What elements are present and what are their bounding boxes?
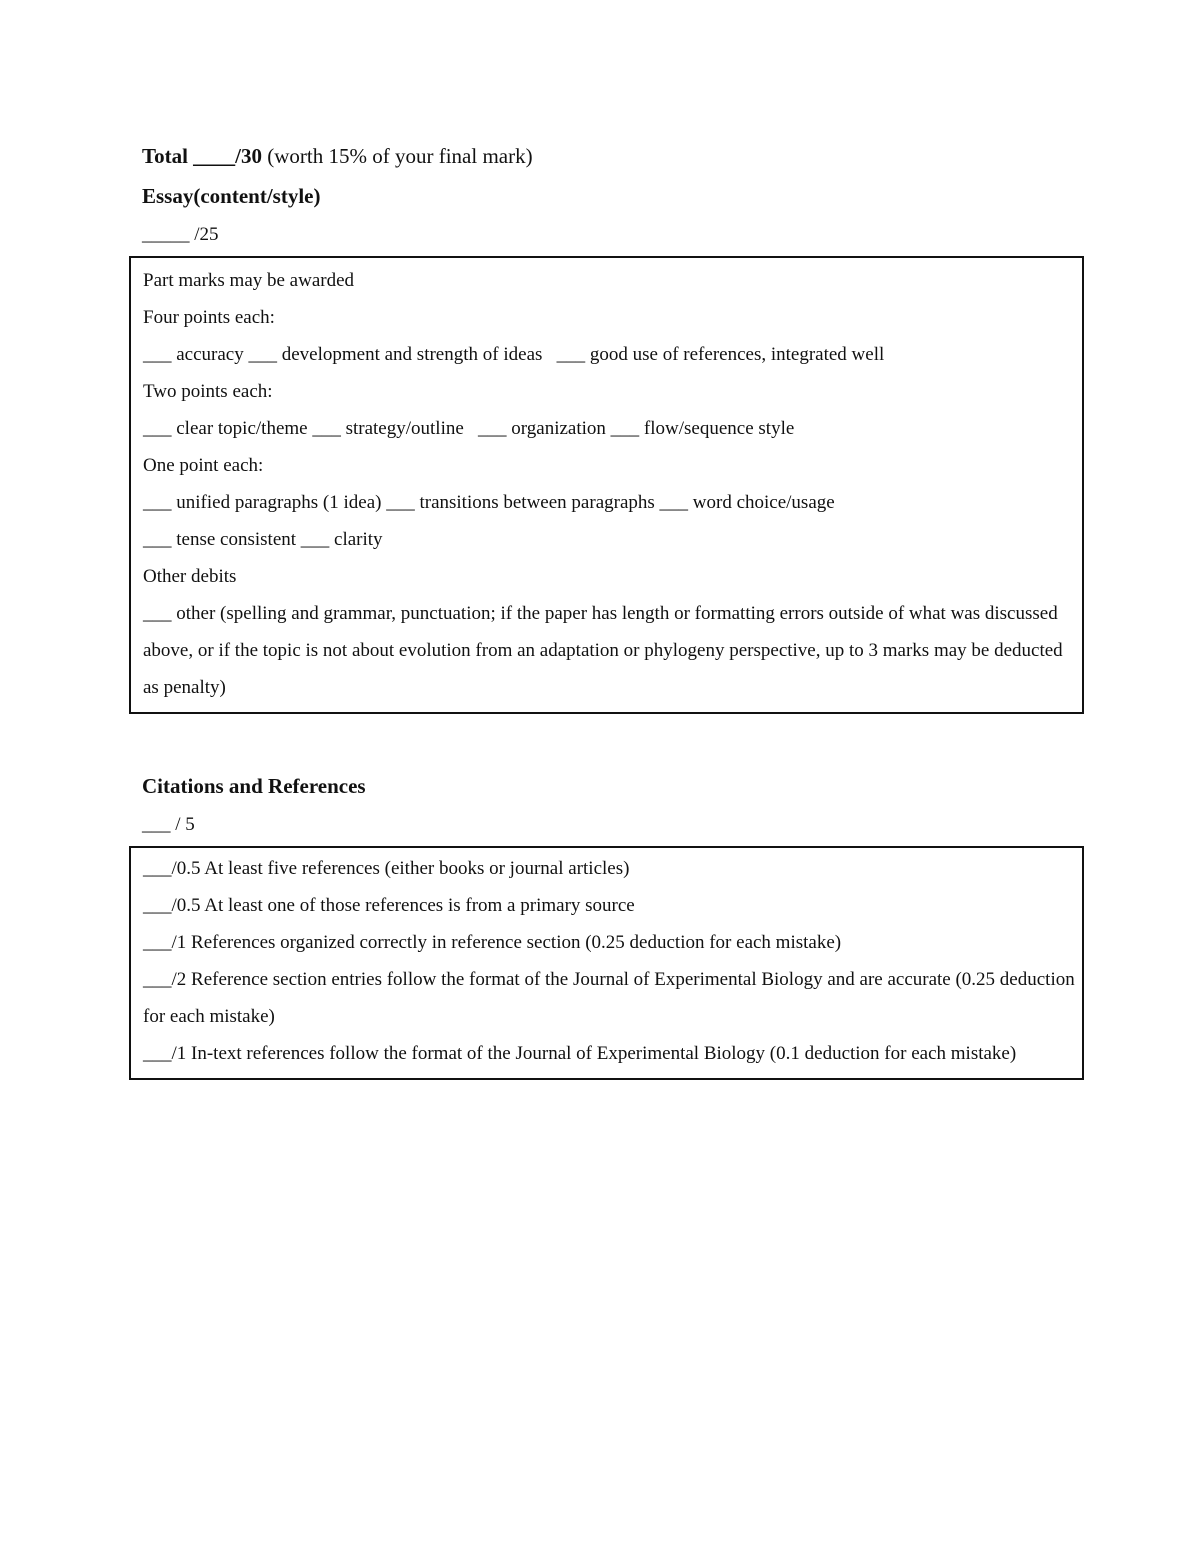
citations-heading: Citations and References: [142, 774, 366, 798]
essay-heading: Essay(content/style): [142, 184, 321, 208]
essay-box-line: ___ clear topic/theme ___ strategy/outline ___ organization ___ flow/sequence style: [143, 418, 795, 439]
essay-box-line: Part marks may be awarded: [143, 270, 355, 291]
essay-box-line: ___ other (spelling and grammar, punctuation; if the paper has length or formatting errors outside of what was discussed above, or if the topic is not about evolution from an adaptation or phylogeny perspective, up to 3 marks may be deducted as penalty): [143, 603, 1063, 698]
citations-box-line: ___/0.5 At least five references (either books or journal articles): [143, 858, 630, 879]
citations-box-line: ___/0.5 At least one of those references is from a primary source: [143, 895, 635, 916]
total-line: [142, 140, 1072, 172]
essay-box-line: ___ tense consistent ___ clarity: [143, 529, 383, 550]
essay-box-line: Other debits: [143, 566, 237, 587]
citations-box-line: ___/2 Reference section entries follow the format of the Journal of Experimental Biology and are accurate (0.25 deduction for each mistake): [143, 969, 1075, 1027]
citations-rubric-box: [129, 846, 1084, 1080]
citations-score-line: ___ / 5: [142, 814, 195, 835]
total-label: Total: [142, 144, 188, 168]
total-note: (worth 15% of your final mark): [267, 144, 533, 168]
essay-box-line: Two points each:: [143, 381, 273, 402]
total-blank: ____: [193, 144, 236, 168]
citations-box-line: ___/1 References organized correctly in reference section (0.25 deduction for each mistake): [143, 932, 842, 953]
section-spacer: [142, 714, 1072, 762]
citations-box-line: ___/1 In-text references follow the format of the Journal of Experimental Biology (0.1 deduction for each mistake): [143, 1043, 1017, 1064]
essay-rubric-box: [129, 256, 1084, 714]
essay-box-line: One point each:: [143, 455, 264, 476]
total-score: /30: [235, 144, 263, 168]
essay-box-line: ___ accuracy ___ development and strength of ideas ___ good use of references, integrated well: [143, 344, 885, 365]
essay-score-line: _____ /25: [142, 224, 219, 245]
essay-box-line: Four points each:: [143, 307, 275, 328]
essay-box-line: ___ unified paragraphs (1 idea) ___ transitions between paragraphs ___ word choice/usage: [143, 492, 835, 513]
rubric-page: [142, 140, 1075, 1080]
